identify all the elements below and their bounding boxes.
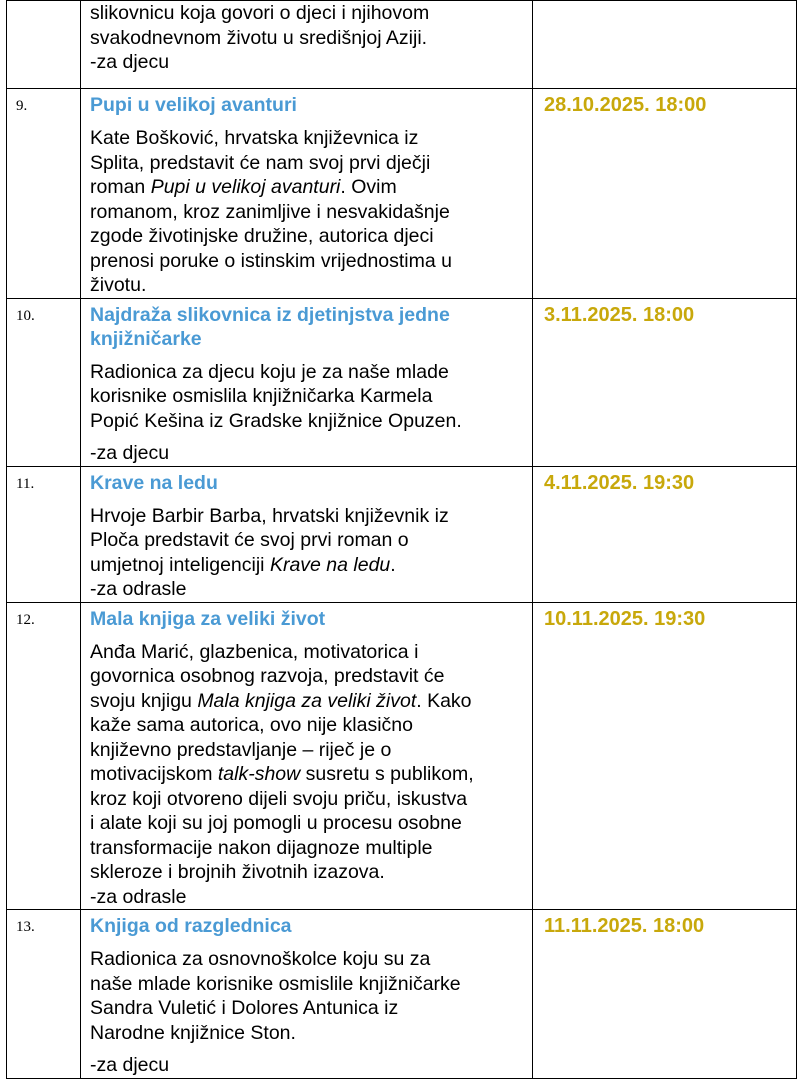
- event-title: Krave na ledu: [90, 471, 218, 494]
- book-title: Mala knjiga za veliki život: [197, 689, 417, 712]
- event-body: Radionica za osnovnoškolce koju su za naše mlade korisnike osmislile knjižničarke Sandra Vuletić i Dolores Antunica iz Narodne knjižnice Ston.: [90, 948, 461, 1044]
- table-row: [7, 602, 797, 910]
- table-row: [7, 910, 797, 1079]
- book-title: Pupi u velikoj avanturi: [150, 176, 341, 198]
- event-date: 10.11.2025. 19:30: [533, 602, 797, 910]
- row-number: 9.: [7, 89, 81, 299]
- table-row: [7, 1, 797, 89]
- event-audience: -za odrasle: [90, 885, 187, 908]
- event-description: [81, 910, 533, 1079]
- event-date: 4.11.2025. 19:30: [533, 466, 797, 602]
- format-term: talk-show: [217, 763, 301, 785]
- event-description: [81, 1, 533, 89]
- book-title: Krave na ledu: [269, 553, 391, 576]
- event-body: Hrvoje Barbir Barba, hrvatski književnik iz Ploča predstavit će svoj prvi roman o umjetnoj inteligenciji Krave na ledu.: [90, 504, 449, 576]
- event-date: 11.11.2025. 18:00: [533, 910, 797, 1079]
- event-body: Kate Bošković, hrvatska književnica iz Splita, predstavit će nam svoj prvi dječji roman Pupi u velikoj avanturi. Ovim romanom, kroz zanimljive i nesvakidašnje zgode životinjske družine, autorica djeci prenosi poruke o istinskim vrijednostima u životu.: [90, 127, 452, 296]
- event-body: slikovnicu koja govori o djeci i njihovom svakodnevnom životu u središnjoj Aziji.: [90, 2, 430, 49]
- event-date: 3.11.2025. 18:00: [533, 298, 797, 466]
- event-description: [81, 602, 533, 910]
- event-body: Radionica za djecu koju je za naše mlade korisnike osmislila knjižničarka Karmela Popić Kešina iz Gradske knjižnice Opuzen.: [90, 360, 462, 432]
- table-row: [7, 89, 797, 299]
- event-title: Pupi u velikoj avanturi: [90, 94, 297, 116]
- row-number: 12.: [7, 602, 81, 910]
- event-date: 28.10.2025. 18:00: [533, 89, 797, 299]
- events-table: [6, 0, 797, 1079]
- row-number: 13.: [7, 910, 81, 1079]
- row-number: 11.: [7, 466, 81, 602]
- event-audience: -za djecu: [90, 442, 170, 464]
- event-body: Anđa Marić, glazbenica, motivatorica i govornica osobnog razvoja, predstavit će svoju knjigu Mala knjiga za veliki život. Kako kaže sama autorica, ovo nije klasično književno predstavljanje – riječ je o motivacijskom talk-show susretu s publikom, kroz koji otvoreno dijeli svoju priču, iskustva i alate koji su joj pomogli u procesu osobne transformacije nakon dijagnoze multiple skleroze i brojnih životnih izazova.: [90, 640, 474, 883]
- event-date: [533, 1, 797, 89]
- event-description: [81, 298, 533, 466]
- event-description: [81, 89, 533, 299]
- event-audience: -za djecu: [90, 1054, 170, 1076]
- event-description: [81, 466, 533, 602]
- event-title: Knjiga od razglednica: [90, 915, 292, 937]
- table-row: [7, 298, 797, 466]
- event-title: Najdraža slikovnica iz djetinjstva jedne knjižničarke: [90, 303, 450, 350]
- event-audience: -za odrasle: [90, 578, 187, 600]
- row-number: 10.: [7, 298, 81, 466]
- table-row: [7, 466, 797, 602]
- event-audience: -za djecu: [90, 51, 170, 73]
- event-title: Mala knjiga za veliki život: [90, 607, 326, 630]
- row-number: [7, 1, 81, 89]
